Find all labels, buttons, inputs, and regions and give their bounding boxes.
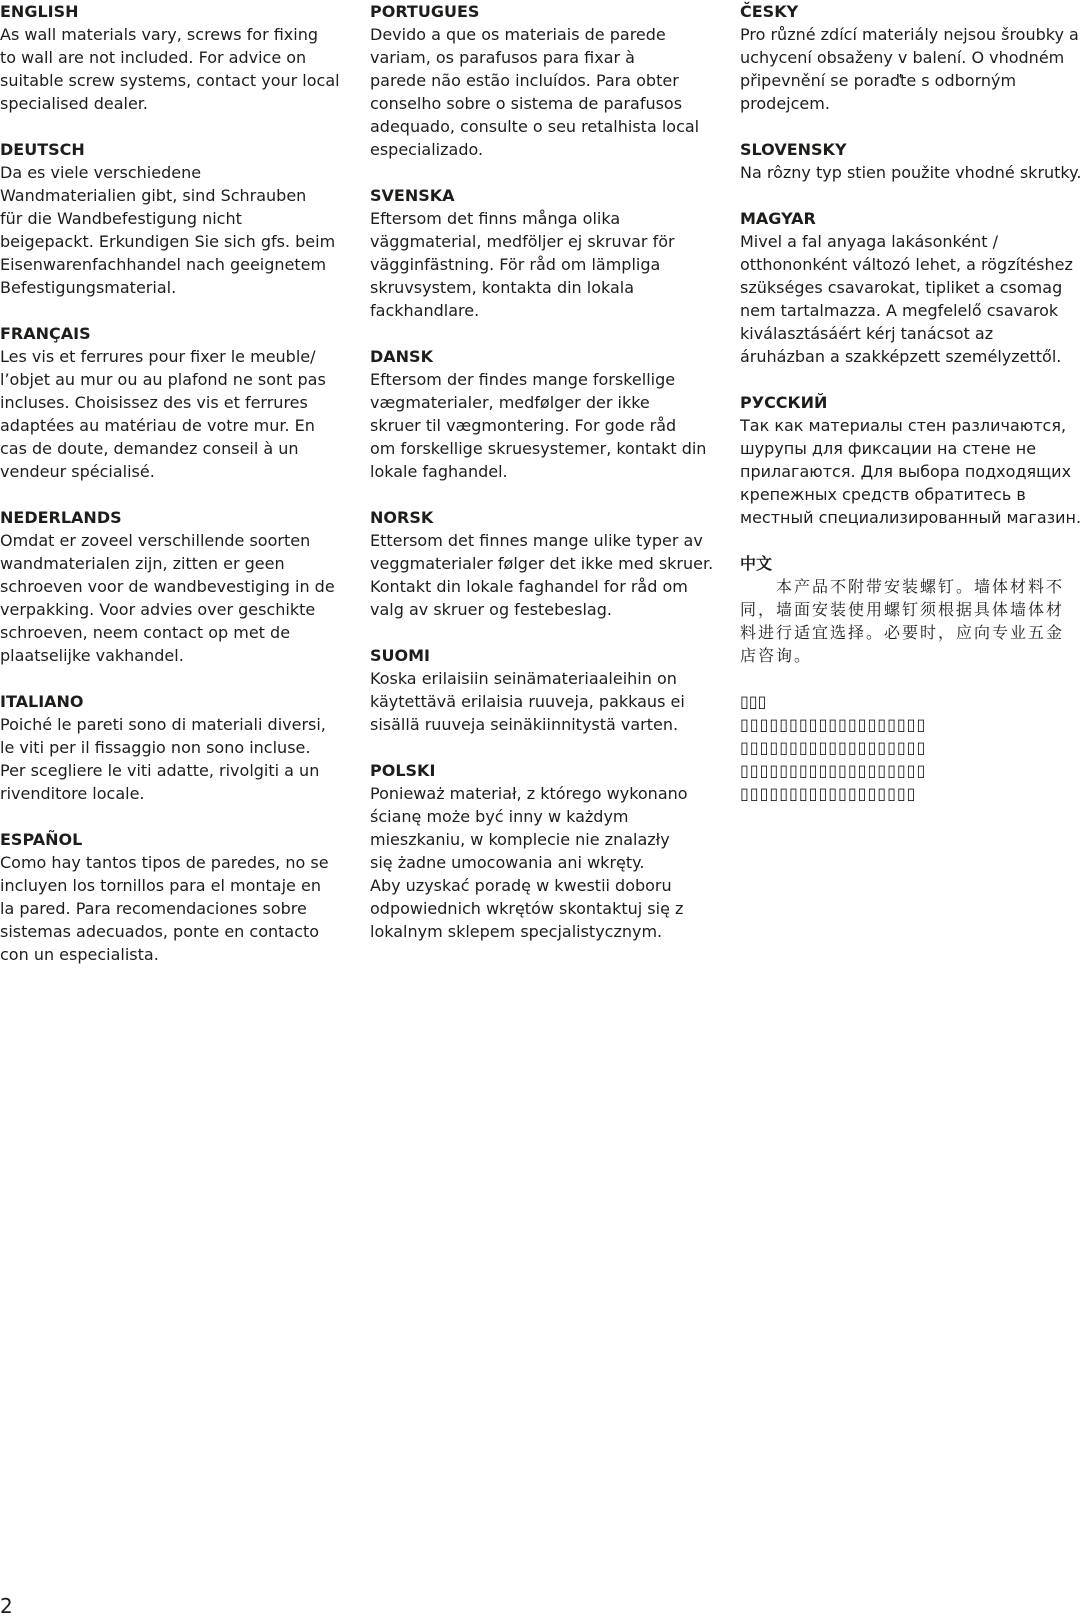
text-line: nem tartalmazza. A megfelelő csavarok [740,301,1059,320]
language-heading: POLSKI [370,761,436,780]
language-heading: SLOVENSKY [740,140,847,159]
text-line: As wall materials vary, screws for fixing [0,25,319,44]
language-heading: FRANÇAIS [0,324,91,343]
text-line: schroeven voor de wandbevestiging in de [0,577,335,596]
language-section [0,690,345,805]
text-line: otthononként változó lehet, a rögzítéshez [740,255,1073,274]
text-line: áruházban a szakképzett személyzettől. [740,347,1062,366]
text-line: Per scegliere le viti adatte, rivolgiti a un [0,761,320,780]
language-heading: SUOMI [370,646,430,665]
language-heading: DEUTSCH [0,140,85,159]
text-line: ▯▯▯▯▯▯▯▯▯▯▯▯▯▯▯▯▯▯▯ [740,761,927,780]
text-line: ▯▯▯▯▯▯▯▯▯▯▯▯▯▯▯▯▯▯▯ [740,715,927,734]
text-line: ▯▯▯▯▯▯▯▯▯▯▯▯▯▯▯▯▯▯ [740,784,917,803]
text-line: mieszkaniu, w komplecie nie znalazły [370,830,670,849]
text-line: uchycení obsaženy v balení. O vhodném [740,48,1065,67]
text-line: veggmaterialer følger det ikke med skruer. [370,554,714,573]
text-line: szükséges csavarokat, tipliket a csomag [740,278,1063,297]
text-line: Devido a que os materiais de parede [370,25,666,44]
text-line: le viti per il fissaggio non sono incluse. [0,738,311,757]
language-section [740,391,1082,529]
language-section [740,690,1082,805]
text-line: adaptées au matériau de votre mur. En [0,416,315,435]
language-section [370,759,715,943]
text-line: Pro různé zdící materiály nejsou šroubky a [740,25,1079,44]
text-line: Mivel a fal anyaga lakásonként / [740,232,998,251]
text-line: Poiché le pareti sono di materiali diversi, [0,715,326,734]
language-heading: ENGLISH [0,2,79,21]
language-section [370,0,715,161]
text-line: местный специализированный магазин. [740,508,1082,527]
language-heading: MAGYAR [740,209,816,228]
text-line: skruvsystem, kontakta din lokala [370,278,635,297]
text-line: plaatselijke vakhandel. [0,646,184,665]
text-line: specialised dealer. [0,94,148,113]
text-line: valg av skruer og festebeslag. [370,600,612,619]
text-line: 同，墙面安装使用螺钉须根据具体墙体材 [740,600,1065,619]
text-line: připevnění se poraďte s odborným [740,71,1017,90]
text-line: incluyen los tornillos para el montaje en [0,876,321,895]
text-line: Так как материалы стен различаются, [740,416,1067,435]
language-heading: SVENSKA [370,186,455,205]
text-line: Ettersom det finnes mange ulike typer av [370,531,703,550]
text-line: Wandmaterialien gibt, sind Schrauben [0,186,307,205]
text-line: l’objet au mur ou au plafond ne sont pas [0,370,326,389]
text-line: prodejcem. [740,94,830,113]
page-number: 2 [0,1594,13,1618]
language-section [370,644,715,736]
text-line: variam, os parafusos para fixar à [370,48,635,67]
language-section [0,0,345,115]
language-heading: ITALIANO [0,692,84,711]
text-line: Eisenwarenfachhandel nach geeignetem [0,255,327,274]
text-line: się żadne umocowania ani wkręty. [370,853,645,872]
text-line: incluses. Choisissez des vis et ferrures [0,393,308,412]
language-section [370,184,715,322]
text-line: conselho sobre o sistema de parafusos [370,94,683,113]
language-heading: NORSK [370,508,434,527]
text-line: con un especialista. [0,945,159,964]
text-line: especializado. [370,140,484,159]
text-line: Eftersom det finns många olika [370,209,621,228]
language-heading: NEDERLANDS [0,508,122,527]
text-line: 本产品不附带安装螺钉。墙体材料不 [740,577,1065,596]
text-line: wandmaterialen zijn, zitten er geen [0,554,285,573]
language-heading: PORTUGUES [370,2,480,21]
language-section [740,0,1082,115]
text-line: parede não estão incluídos. Para obter [370,71,679,90]
text-line: 店咨询。 [740,646,813,665]
language-heading: DANSK [370,347,433,366]
language-section [0,506,345,667]
column-1 [0,0,345,989]
text-line: für die Wandbefestigung nicht [0,209,242,228]
text-line: om forskellige skruesystemer, kontakt din [370,439,707,458]
text-line: Befestigungsmaterial. [0,278,177,297]
text-line: cas de doute, demandez conseil à un [0,439,299,458]
text-line: schroeven, neem contact op met de [0,623,291,642]
column-3 [740,0,1082,828]
text-line: Como hay tantos tipos de paredes, no se [0,853,329,872]
text-line: lokale faghandel. [370,462,508,481]
language-heading: 中文 [740,554,773,573]
text-line: Koska erilaisiin seinämateriaaleihin on [370,669,677,688]
language-section [0,322,345,483]
text-line: Na rôzny typ stien použite vhodné skrutky. [740,163,1082,182]
text-line: lokalnym sklepem specjalistycznym. [370,922,663,941]
text-line: прилагаются. Для выбора подходящих [740,462,1072,481]
text-line: beigepackt. Erkundigen Sie sich gfs. beim [0,232,336,251]
text-line: la pared. Para recomendaciones sobre [0,899,307,918]
text-line: шурупы для фиксации на стене не [740,439,1037,458]
text-line: Da es viele verschiedene [0,163,202,182]
text-line: 料进行适宜选择。必要时，应向专业五金 [740,623,1065,642]
text-line: крепежных средств обратитесь в [740,485,1026,504]
text-line: vägginfästning. För råd om lämpliga [370,255,661,274]
language-section [370,506,715,621]
text-line: ścianę może być inny w każdym [370,807,629,826]
column-2 [370,0,715,966]
text-line: verpakking. Voor advies over geschikte [0,600,316,619]
language-section [740,552,1082,667]
text-line: Les vis et ferrures pour fixer le meuble/ [0,347,316,366]
text-line: sisällä ruuveja seinäkiinnitystä varten. [370,715,679,734]
text-line: Omdat er zoveel verschillende soorten [0,531,311,550]
text-line: vægmaterialer, medfølger der ikke [370,393,650,412]
language-heading: ESPAÑOL [0,830,83,849]
language-heading: РУССКИЙ [740,393,828,412]
text-line: Ponieważ materiał, z którego wykonano [370,784,688,803]
language-section [0,138,345,299]
text-line: Aby uzyskać poradę w kwestii doboru [370,876,672,895]
text-line: vendeur spécialisé. [0,462,155,481]
language-section [740,138,1082,184]
language-heading: ČESKY [740,2,799,21]
text-line: skruer til vægmontering. For gode råd [370,416,677,435]
language-heading: ▯▯▯ [740,692,767,711]
text-line: kiválasztásáért kérj tanácsot az [740,324,994,343]
text-line: väggmaterial, medföljer ej skruvar för [370,232,675,251]
text-line: odpowiednich wkrętów skontaktuj się z [370,899,684,918]
language-section [740,207,1082,368]
text-line: fackhandlare. [370,301,480,320]
language-section [0,828,345,966]
text-line: Eftersom der findes mange forskellige [370,370,676,389]
text-line: ▯▯▯▯▯▯▯▯▯▯▯▯▯▯▯▯▯▯▯ [740,738,927,757]
text-line: suitable screw systems, contact your local [0,71,340,90]
text-line: sistemas adecuados, ponte en contacto [0,922,320,941]
text-line: rivenditore locale. [0,784,145,803]
text-line: adequado, consulte o seu retalhista local [370,117,700,136]
language-section [370,345,715,483]
text-line: Kontakt din lokale faghandel for råd om [370,577,688,596]
text-line: käytettävä erilaisia ruuveja, pakkaus ei [370,692,685,711]
text-line: to wall are not included. For advice on [0,48,307,67]
